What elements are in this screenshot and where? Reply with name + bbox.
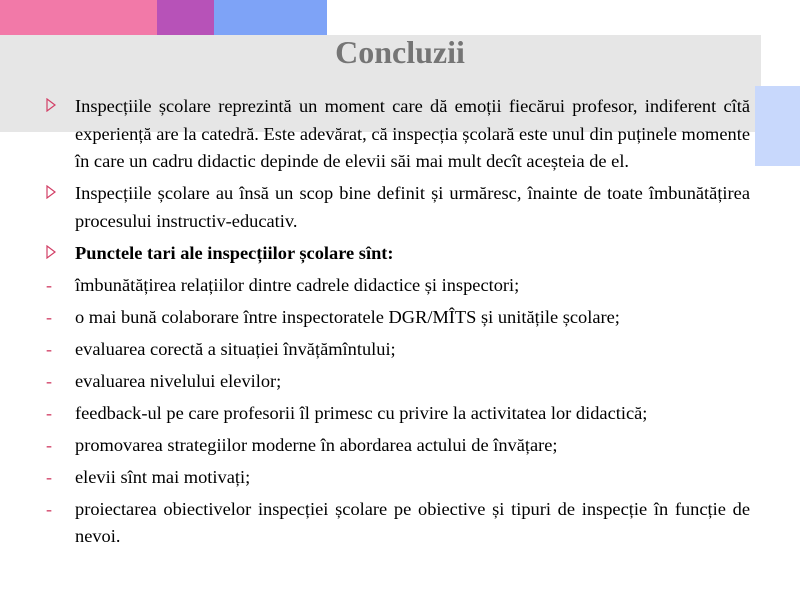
dash-icon: -: [46, 306, 52, 327]
bullet-icon: [46, 240, 64, 268]
dash-icon: -: [46, 466, 52, 487]
dash-icon: -: [46, 370, 52, 391]
bullet-icon: [46, 180, 64, 208]
dash-item: [46, 400, 750, 428]
dash-text: feedback-ul pe care profesorii îl primesc cu privire la activitatea lor didactică;: [75, 402, 648, 423]
dash-item: [46, 304, 750, 332]
dash-text: evaluarea nivelului elevilor;: [75, 370, 282, 391]
dash-icon: -: [46, 434, 52, 455]
dash-text: proiectarea obiectivelor inspecției școlare pe obiective și tipuri de inspecție în funcție de nevoi.: [75, 498, 750, 546]
dash-text: evaluarea corectă a situației învățămîntului;: [75, 338, 396, 359]
dash-icon: -: [46, 338, 52, 359]
dash-text: îmbunătățirea relațiilor dintre cadrele didactice și inspectori;: [75, 274, 520, 295]
dash-icon: -: [46, 498, 52, 519]
dash-text: promovarea strategiilor moderne în abordarea actului de învățare;: [75, 434, 558, 455]
bullet-heading: Punctele tari ale inspecțiilor școlare sînt:: [75, 242, 394, 263]
dash-text: elevii sînt mai motivați;: [75, 466, 251, 487]
dash-item: [46, 464, 750, 492]
bullet-icon: [46, 93, 64, 121]
dash-text: o mai bună colaborare între inspectoratele DGR/MÎTS și unitățile școlare;: [75, 306, 620, 327]
dash-icon: -: [46, 274, 52, 295]
bullet-item: [46, 93, 750, 176]
bullet-item: [46, 180, 750, 235]
dash-item: [46, 336, 750, 364]
slide-body: [46, 93, 750, 555]
bullet-text: Inspecțiile școlare reprezintă un moment care dă emoții fiecărui profesor, indiferent cîtă experiență are la catedră. Este adevărat, că inspecția școlară este unul din puținele momente în care un cadru didactic depinde de elevii săi mai mult decît aceșteia de el.: [75, 96, 750, 171]
bullet-item: [46, 240, 750, 268]
decor-light-blue-block: [755, 86, 800, 166]
dash-item: [46, 368, 750, 396]
dash-item: [46, 432, 750, 460]
bullet-text: Inspecțiile școlare au însă un scop bine definit și urmăresc, înainte de toate îmbunătățirea procesului instructiv-educativ.: [75, 183, 750, 231]
dash-icon: -: [46, 402, 52, 423]
dash-item: [46, 272, 750, 300]
slide-title: Concluzii: [335, 34, 465, 70]
dash-item: [46, 496, 750, 551]
